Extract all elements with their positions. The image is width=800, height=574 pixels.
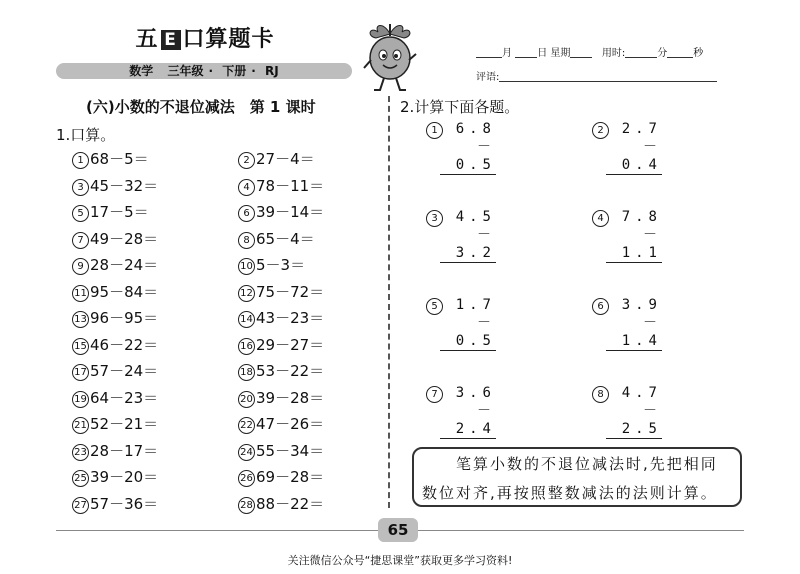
- item-expression: 64－23＝: [90, 388, 159, 407]
- vertical-subtraction: [440, 208, 496, 263]
- item-expression: 5－3＝: [256, 256, 306, 274]
- subtrahend: －3.2: [440, 226, 496, 263]
- review-blank[interactable]: [499, 71, 717, 82]
- mental-math-item: [72, 281, 158, 302]
- date-time-fields: [476, 44, 703, 59]
- title-suffix: 口算题卡: [182, 27, 275, 52]
- subtrahend: －2.5: [606, 402, 662, 439]
- problem-number: 5: [426, 298, 443, 315]
- vertical-subtraction: [440, 384, 496, 439]
- item-number: 19: [72, 391, 89, 408]
- mental-math-item: [238, 334, 324, 355]
- item-number: 15: [72, 338, 89, 355]
- problem-number: 1: [426, 122, 443, 139]
- day-label: 日: [537, 48, 548, 59]
- tip-box: 笔算小数的不退位减法时,先把相同数位对齐,再按照整数减法的法则计算。: [412, 447, 742, 507]
- mental-math-item: [72, 175, 158, 196]
- item-expression: 75－72＝: [256, 282, 325, 301]
- item-number: 21: [72, 417, 89, 434]
- item-expression: 57－24＝: [90, 362, 159, 380]
- seconds-label: 秒: [693, 48, 704, 59]
- item-expression: 29－27＝: [256, 335, 325, 354]
- item-number: 10: [238, 258, 255, 275]
- time-label: 用时:: [601, 48, 626, 59]
- item-number: 4: [238, 179, 255, 196]
- item-number: 11: [72, 285, 89, 302]
- item-expression: 47－26＝: [256, 415, 325, 433]
- item-expression: 45－32＝: [90, 176, 159, 195]
- problem-number: 8: [592, 386, 609, 403]
- mental-math-item: [238, 493, 324, 514]
- mental-math-item: [238, 307, 324, 328]
- subtrahend: －0.5: [440, 138, 496, 175]
- minuend: 4.5: [455, 209, 496, 225]
- item-number: 22: [238, 417, 255, 434]
- volume-label: 下册: [222, 64, 247, 78]
- item-expression: 57－36＝: [90, 494, 159, 513]
- problem-number: 7: [426, 386, 443, 403]
- problem-number: 2: [592, 122, 609, 139]
- minuend: 1.7: [455, 297, 496, 313]
- subject-label: 数学: [129, 64, 154, 78]
- item-number: 8: [238, 232, 255, 249]
- minutes-blank[interactable]: [625, 47, 657, 58]
- vertical-subtraction: [606, 384, 662, 439]
- item-expression: 17－5＝: [90, 203, 149, 221]
- vertical-subtraction: [440, 296, 496, 351]
- item-number: 18: [238, 364, 255, 381]
- item-expression: 53－22＝: [256, 362, 325, 380]
- minuend: 7.8: [621, 209, 662, 225]
- mental-math-item: [238, 281, 324, 302]
- mental-math-item: [72, 466, 158, 487]
- item-expression: 68－5＝: [90, 150, 149, 168]
- item-number: 26: [238, 470, 255, 487]
- item-number: 5: [72, 205, 89, 222]
- minuend: 3.6: [455, 385, 496, 401]
- item-number: 2: [238, 152, 255, 169]
- item-expression: 78－11＝: [256, 176, 325, 195]
- mental-math-item: [72, 148, 149, 169]
- mental-math-item: [238, 228, 315, 249]
- subtrahend: －2.4: [440, 402, 496, 439]
- item-number: 16: [238, 338, 255, 355]
- mental-math-item: [238, 466, 324, 487]
- item-number: 7: [72, 232, 89, 249]
- item-expression: 95－84＝: [90, 282, 159, 301]
- title-e-logo: E: [161, 30, 181, 50]
- footer-note: 关注微信公众号“捷思课堂”获取更多学习资料!: [287, 554, 513, 567]
- item-number: 20: [238, 391, 255, 408]
- item-expression: 39－28＝: [256, 388, 325, 407]
- mental-math-item: [72, 307, 158, 328]
- mental-math-item: [72, 334, 158, 355]
- mental-math-item: [238, 254, 305, 275]
- item-number: 23: [72, 444, 89, 461]
- subtrahend: －0.4: [606, 138, 662, 175]
- subtrahend: －0.5: [440, 314, 496, 351]
- mental-math-item: [238, 387, 324, 408]
- minuend: 4.7: [621, 385, 662, 401]
- item-expression: 49－28＝: [90, 229, 159, 248]
- day-blank[interactable]: [515, 47, 537, 58]
- title-prefix: 五: [135, 27, 159, 52]
- grade-label: 三年级: [167, 64, 204, 78]
- month-label: 月: [502, 48, 512, 59]
- item-expression: 28－17＝: [90, 441, 159, 460]
- minutes-label: 分: [657, 48, 668, 59]
- problem-number: 6: [592, 298, 609, 315]
- problem-number: 4: [592, 210, 609, 227]
- month-blank[interactable]: [476, 47, 502, 58]
- mental-math-item: [72, 201, 149, 222]
- subject-bar: 数学 三年级 · 下册 · RJ: [56, 63, 352, 79]
- item-expression: 28－24＝: [90, 256, 159, 274]
- edition-label: RJ: [265, 64, 279, 78]
- radish-mascot-icon: [360, 18, 420, 94]
- item-expression: 39－20＝: [90, 468, 159, 486]
- weekday-blank[interactable]: [570, 47, 592, 58]
- item-expression: 27－4＝: [256, 150, 315, 168]
- item-number: 6: [238, 205, 255, 222]
- mental-math-item: [238, 148, 315, 169]
- minuend: 6.8: [455, 121, 496, 137]
- mental-math-item: [72, 440, 158, 461]
- review-label: 评语:: [476, 72, 500, 83]
- item-number: 14: [238, 311, 255, 328]
- item-number: 27: [72, 497, 89, 514]
- vertical-subtraction: [606, 296, 662, 351]
- item-expression: 46－22＝: [90, 335, 159, 354]
- card-title: [110, 22, 300, 53]
- item-number: 13: [72, 311, 89, 328]
- section2-title: 2.计算下面各题。: [400, 98, 520, 116]
- item-number: 24: [238, 444, 255, 461]
- item-number: 17: [72, 364, 89, 381]
- item-expression: 39－14＝: [256, 203, 325, 221]
- page-number: 65: [378, 518, 418, 542]
- weekday-label: 星期: [550, 48, 571, 59]
- item-expression: 88－22＝: [256, 494, 325, 513]
- seconds-blank[interactable]: [667, 47, 693, 58]
- item-expression: 55－34＝: [256, 441, 325, 460]
- item-expression: 43－23＝: [256, 309, 325, 327]
- item-number: 25: [72, 470, 89, 487]
- minuend: 3.9: [621, 297, 662, 313]
- item-expression: 52－21＝: [90, 415, 159, 433]
- vertical-subtraction: [606, 120, 662, 175]
- item-number: 3: [72, 179, 89, 196]
- item-number: 1: [72, 152, 89, 169]
- mental-math-item: [72, 387, 158, 408]
- subtrahend: －1.1: [606, 226, 662, 263]
- mental-math-item: [72, 254, 158, 275]
- lesson-title: (六)小数的不退位减法 第 1 课时: [86, 98, 316, 116]
- mental-math-item: [238, 440, 324, 461]
- section1-title: 1.口算。: [56, 126, 116, 144]
- mental-math-item: [72, 360, 158, 381]
- problem-number: 3: [426, 210, 443, 227]
- vertical-subtraction: [440, 120, 496, 175]
- item-expression: 65－4＝: [256, 229, 315, 248]
- mental-math-item: [238, 175, 324, 196]
- item-expression: 69－28＝: [256, 468, 325, 486]
- minuend: 2.7: [621, 121, 662, 137]
- mental-math-item: [238, 201, 324, 222]
- mental-math-item: [72, 493, 158, 514]
- column-divider: [388, 96, 390, 508]
- item-number: 12: [238, 285, 255, 302]
- item-number: 9: [72, 258, 89, 275]
- review-field: [476, 68, 717, 83]
- vertical-subtraction: [606, 208, 662, 263]
- subtrahend: －1.4: [606, 314, 662, 351]
- item-expression: 96－95＝: [90, 309, 159, 327]
- mental-math-item: [72, 228, 158, 249]
- mental-math-item: [238, 413, 324, 434]
- mental-math-item: [72, 413, 158, 434]
- item-number: 28: [238, 497, 255, 514]
- mental-math-item: [238, 360, 324, 381]
